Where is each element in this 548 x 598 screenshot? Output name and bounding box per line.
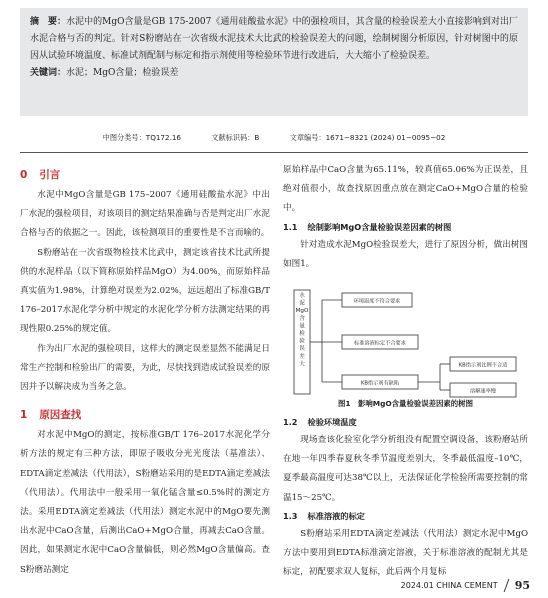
tree-diagram-svg <box>292 284 520 400</box>
branch-1-label: 环境温度不符合要求 <box>353 298 401 305</box>
section-1-heading <box>20 404 270 426</box>
figure-1-tree-diagram <box>292 284 520 400</box>
intro-paragraph-3: 作为出厂水泥的强检项目，这样大的测定误差显然不能满足日常生产控制和检验出厂的需要，为此，尽快找到造成试验误差的原因并予以解决成为当务之急。 <box>20 343 270 393</box>
temperature-paragraph: 现场查该化验室化学分析组没有配置空调设备，该粉磨站所在地一年四季春夏秋冬季节温度差别大，冬季最低温度–10℃，夏季最高温度可达38℃以上，无法保证化学检验所需要控制的常温15～25℃。 <box>283 435 528 503</box>
cause-paragraph-1: 对水泥中MgO的测定，按标准GB/T 176–2017水泥化学分析方法的规定有三种方法，即原子吸收分光光度法（基准法）、EDTA滴定差减法（代用法），S粉磨站采用的是EDTA滴定差减法（代用法）。代用法中一般采用一氧化锰含量≤0.5%时的测定方法。采用EDTA滴定差减法（代用法）测定水泥中的MgO要先测出水泥中CaO含量，后测出CaO+MgO合量，再减去CaO含量。因此，如果测定水泥中CaO含量偏低，则必然MgO含量偏高。查S粉磨站测定 <box>20 430 270 575</box>
subsection-1-2-title: 检验环境温度 <box>307 417 357 427</box>
section-0-title: 引言 <box>39 169 61 181</box>
cause-paragraph-1-continued: 原始样品中CaO含量为65.11%，较真值65.06%为正误差，且绝对值很小，故查找原因重点放在测定CaO+MgO合量的检验中。 <box>283 165 528 214</box>
keywords-line <box>30 65 518 82</box>
footer-separator <box>503 579 509 592</box>
intro-paragraph-1: 水泥中MgO含量是GB 175–2007《通用硅酸盐水泥》中出厂水泥的强检项目，对该项目的测定结果准确与否是判定出厂水泥合格与否的依据之一。因此，该检测项目的重要性是不言而喻的。 <box>20 190 270 239</box>
figure-1-caption: 图1 影响MgO含量检验误差因素的树图 <box>338 399 473 408</box>
section-1-number: 1 <box>20 409 28 422</box>
clc-number: 中图分类号：TQ172.16 <box>102 133 181 142</box>
branch-2-label: 标准溶液标定不合要求 <box>354 340 406 347</box>
subsection-1-3-title: 标准溶液的标定 <box>307 510 365 521</box>
article-number: 文章编号：1671−8321 (2024) 01−0095−02 <box>289 133 446 142</box>
page-footer <box>401 579 530 592</box>
subsection-1-2-number: 1.2 <box>283 417 298 427</box>
right-column-lower <box>283 414 528 582</box>
document-code: 文献标识码：B <box>211 133 260 142</box>
header-divider <box>20 152 528 153</box>
page-number: 95 <box>514 579 530 592</box>
spacer <box>20 397 270 404</box>
right-column <box>283 161 528 274</box>
abstract-paragraph <box>30 14 518 65</box>
footer-issue: 2024.01 CHINA CEMENT <box>400 581 498 590</box>
keywords-label: 关键词： <box>30 68 67 78</box>
subsection-1-1-number: 1.1 <box>283 221 298 232</box>
section-0-heading <box>20 164 270 186</box>
subsection-1-3-number: 1.3 <box>283 510 298 521</box>
abstract-box <box>20 8 528 116</box>
leaf-2-label: 溶解速率慢 <box>470 388 496 395</box>
leaf-1-label: KB指示剂比例不合适 <box>458 362 508 369</box>
section-0-number: 0 <box>20 169 28 181</box>
root-label: 水泥 MgO 含量检验误差大 <box>295 293 309 368</box>
subsection-1-1-heading <box>283 219 528 236</box>
abstract-label: 摘 要： <box>30 17 67 27</box>
standard-solution-paragraph: S粉磨站采用EDTA滴定差减法（代用法）测定水泥中MgO方法中要用到EDTA标准滴定溶液，关于标准溶液的配制尤其是标定，初配要求双人复标，此后两个月复标 <box>283 528 528 578</box>
keywords-text: 水泥；MgO含量；检验误差 <box>66 68 179 78</box>
branch-3-label: KB指示剂有缺陷 <box>360 380 400 387</box>
subsection-1-1-title: 绘制影响MgO含量检验误差因素的树图 <box>307 221 452 232</box>
left-column <box>20 164 270 580</box>
tree-intro-paragraph: 针对造成水泥MgO检验误差大，进行了原因分析，做出树图如图1。 <box>283 239 528 269</box>
section-1-title: 原因查找 <box>39 409 82 422</box>
subsection-1-3-heading <box>283 508 528 525</box>
abstract-text: 水泥中的MgO含量是GB 175-2007《通用硅酸盐水泥》中的强检项目，其含量的检验误差大小直接影响到对出厂水泥合格与否的判定。针对S粉磨站在一次省级水泥技术大比武的检验误差大的问题，绘制树图分析原因，针对树图中的原因从试验环境温度、标准试剂配制与标定和指示剂使用等检验环节进行改进后，大大缩小了检验误差。 <box>30 17 518 61</box>
subsection-1-2-heading <box>283 414 528 431</box>
classification-line <box>0 133 548 143</box>
intro-paragraph-2: S粉磨站在一次省级物检技术比武中，测定该省技术比武所提供的水泥样品（以下简称原始样品MgO）为4.00%，而原始样品真实值为1.98%，计算绝对误差为2.02%，远远超出了标准GB/T 176–2017水泥化学分析中规定的水泥化学分析方法测定结果的再现性限0.25%的规定值。 <box>20 247 270 335</box>
